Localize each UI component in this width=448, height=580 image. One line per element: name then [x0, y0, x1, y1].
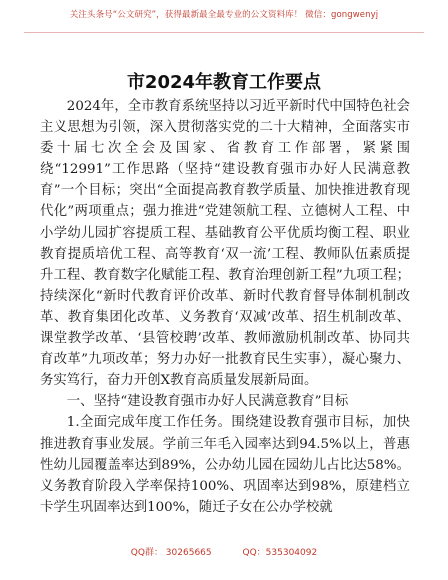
header-divider — [24, 32, 424, 33]
body-paragraph: 1.全面完成年度工作任务。围绕建设教育强市目标，加快推进教育事业发展。学前三年毛入园率达到94.5%以上，普惠性幼儿园覆盖率达到89%，公办幼儿园在园幼儿占比达58%。义务教育阶段入学率保持100%、巩固率达到98%，原建档立卡学生巩固率达到100%，随迁子女在公办学校就 — [40, 415, 410, 515]
footer-qq: QQ：535304092 — [242, 548, 318, 558]
footer-qq-group: QQ群： 30265665 — [130, 548, 212, 558]
document-title: 市2024年教育工作要点 — [126, 72, 322, 93]
header-banner: 关注头条号“公文研究”，获得最新最全最专业的公文资料库！ 微信：gongwenyj — [69, 10, 379, 20]
document-body — [40, 96, 410, 518]
intro-paragraph: 2024年，全市教育系统坚持以习近平新时代中国特色社会主义思想为引领，深入贯彻落实党的二十大精神，全面落实市委十届七次全会及国家、省教育工作部署，紧紧围绕“12991”工作思路（坚持“建设教育强市办好人民满意教育”一个目标；突出“全面提高教育教学质量、加快推进教育现代化”两项重点；强力推进“党建领航工程、立德树人工程、中小学幼儿园扩容提质工程、基础教育公平优质均衡工程、职业教育提质培优工程、高等教育‘双一流’工程、教师队伍素质提升工程、教育数字化赋能工程、教育治理创新工程”九项工程；持续深化“新时代教育评价改革、新时代教育督导体制机制改革、教育集团化改革、义务教育‘双减’改革、招生机制改革、课堂教学改革、‘县管校聘’改革、教师激励机制改革、协同共育改革”九项改革；努力办好一批教育民生实事），凝心聚力、务实笃行，奋力开创X教育高质量发展新局面。 — [40, 99, 410, 389]
section-heading: 一、坚持“建设教育强市办好人民满意教育”目标 — [66, 394, 349, 410]
footer-contact — [0, 545, 448, 558]
